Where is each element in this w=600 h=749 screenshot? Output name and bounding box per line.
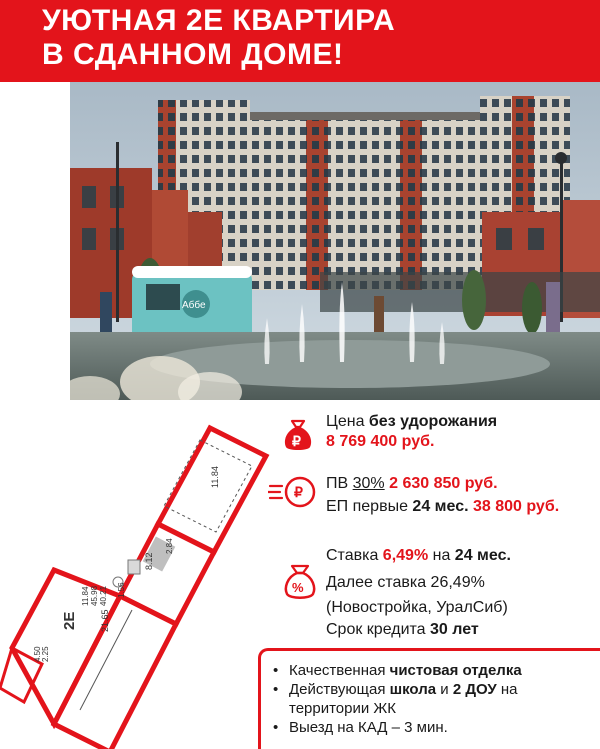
header-banner [0, 0, 600, 82]
building-photo [70, 82, 600, 400]
monthly-payment-period: 24 мес. [412, 498, 469, 515]
price-highlight: без удорожания [368, 413, 498, 430]
loan-term-value: 30 лет [430, 621, 479, 638]
down-payment-line [326, 473, 498, 494]
balcony-area-label: 4.50 [33, 646, 42, 662]
features-box [258, 648, 600, 749]
down-payment-label: ПВ [326, 475, 353, 492]
room2-area-label: 21.65 [100, 609, 110, 632]
price-label-line [326, 411, 497, 432]
title-line-2: В СДАННОМ ДОМЕ! [42, 38, 344, 71]
percent-bag-icon [282, 562, 318, 602]
feature-ring-road [273, 718, 600, 737]
room-area-label: 11.84 [210, 466, 220, 488]
rate-value: 6,49% [382, 547, 429, 564]
feature-school-territory: территории ЖК [289, 700, 397, 717]
feature-finishing [273, 661, 600, 680]
floor-plan [0, 420, 280, 749]
wc-area-label: 1.56 [117, 582, 126, 598]
monthly-payment-amount: 38 800 руб. [472, 498, 560, 515]
features-list [261, 651, 600, 737]
price-label: Цена [326, 413, 369, 430]
apartment-type-label: 2Е [61, 611, 78, 630]
loan-term-label: Срок кредита [326, 621, 431, 638]
mortgage-program: (Новостройка, УралСиб) [326, 599, 508, 616]
next-rate: Далее ставка 26,49% [326, 574, 485, 591]
feature-finishing-highlight: чистовая отделка [389, 662, 522, 679]
price-value: 8 769 400 руб. [326, 433, 435, 450]
rate-period: 24 мес. [454, 547, 511, 564]
feature-school-highlight: школа [389, 681, 437, 698]
down-payment-amount: 2 630 850 руб. [389, 475, 498, 492]
van-sign: Аббе [182, 300, 206, 311]
feature-school-text: Действующая [289, 681, 390, 698]
feature-school-on: на [496, 681, 518, 698]
rate-line [326, 545, 511, 566]
monthly-payment-label: ЕП первые [326, 498, 413, 515]
living-area-label: 40.21 [99, 585, 108, 606]
money-bag-icon [278, 415, 318, 455]
building-photo-illustration [70, 82, 600, 400]
down-payment-percent: 30% [352, 475, 385, 492]
kitchen-area-label: 11.84 [81, 586, 90, 606]
bath-area-label: 2.84 [165, 538, 174, 554]
balcony-area2-label: 2.25 [41, 646, 50, 662]
rate-label: Ставка [326, 547, 383, 564]
feature-kindergarten-highlight: 2 ДОУ [452, 681, 497, 698]
total-area-label: 45.98 [90, 585, 99, 606]
svg-text:₽: ₽ [292, 433, 301, 449]
feature-ring-road-text: Выезд на КАД – 3 мин. [289, 719, 448, 736]
rate-on: на [428, 547, 455, 564]
svg-text:₽: ₽ [294, 484, 303, 500]
monthly-payment-line [326, 496, 559, 517]
corridor-area-label: 8.12 [144, 552, 154, 570]
feature-school [273, 680, 600, 718]
feature-school-and: и [436, 681, 453, 698]
photo-margin [0, 82, 70, 400]
title-line-1: УЮТНАЯ 2Е КВАРТИРА [42, 4, 396, 37]
feature-finishing-text: Качественная [289, 662, 390, 679]
loan-term-line [326, 619, 479, 640]
svg-text:%: % [292, 580, 304, 595]
